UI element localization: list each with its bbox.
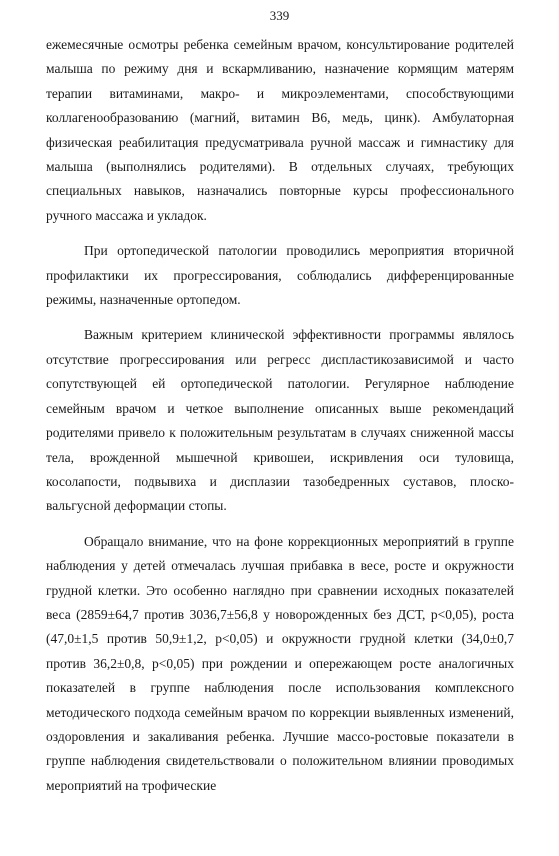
paragraph-growth-results: Обращало внимание, что на фоне коррекционных мероприятий в группе наблюдения у детей отмечалась лучшая прибавка в весе, росте и окружности грудной клетки. Это особенно наглядно при сравнении исходных показателей веса (2859±64,7 против 3036,7±56,8 у новорожденных без ДСТ, р<0,05), роста (47,0±1,5 против 50,9±1,2, р<0,05) и окружности грудной клетки (34,0±0,7 против 36,2±0,8, р<0,05) при рождении и опережающем росте аналогичных показателей в группе наблюдения после использования комплексного методического подхода семейным врачом по коррекции выявленных изменений, оздоровления и закаливания ребенка. Лучшие массо-ростовые показатели в группе наблюдения свидетельствовали о положительном влиянии проводимых мероприятий на трофические bbox=[46, 533, 514, 793]
paragraph-orthopedic-pathology: При ортопедической патологии проводились мероприятия вторичной профилактики их прогрессирования, соблюдались дифференцированные режимы, назначенные ортопедом. bbox=[46, 243, 514, 308]
page-body bbox=[46, 33, 514, 798]
paragraph-efficacy-criterion: Важным критерием клинической эффективности программы являлось отсутствие прогрессирования или регресс диспластикозависимой и часто сопутствующей ей ортопедической патологии. Регулярное наблюдение семейным врачом и четкое выполнение описанных выше рекомендаций родителями привело к положительным результатам в случаях сниженной массы тела, врожденной мышечной кривошеи, искривления оси туловища, косолапости, подвывиха и дисплазии тазобедренных суставов, плоско-вальгусной деформации стопы. bbox=[46, 327, 514, 514]
paragraph-continuation: ежемесячные осмотры ребенка семейным врачом, консультирование родителей малыша по режиму дня и вскармливанию, назначение кормящим матерям терапии витаминами, макро- и микроэлементами, способствующими коллагенообразованию (магний, витамин В6, медь, цинк). Амбулаторная физическая реабилитация предусматривала ручной массаж и гимнастику для малыша (выполнялись родителями). В отдельных случаях, требующих специальных навыков, назначались повторные курсы профессионального ручного массажа и укладок. bbox=[46, 37, 514, 223]
page-number: 339 bbox=[269, 8, 290, 23]
